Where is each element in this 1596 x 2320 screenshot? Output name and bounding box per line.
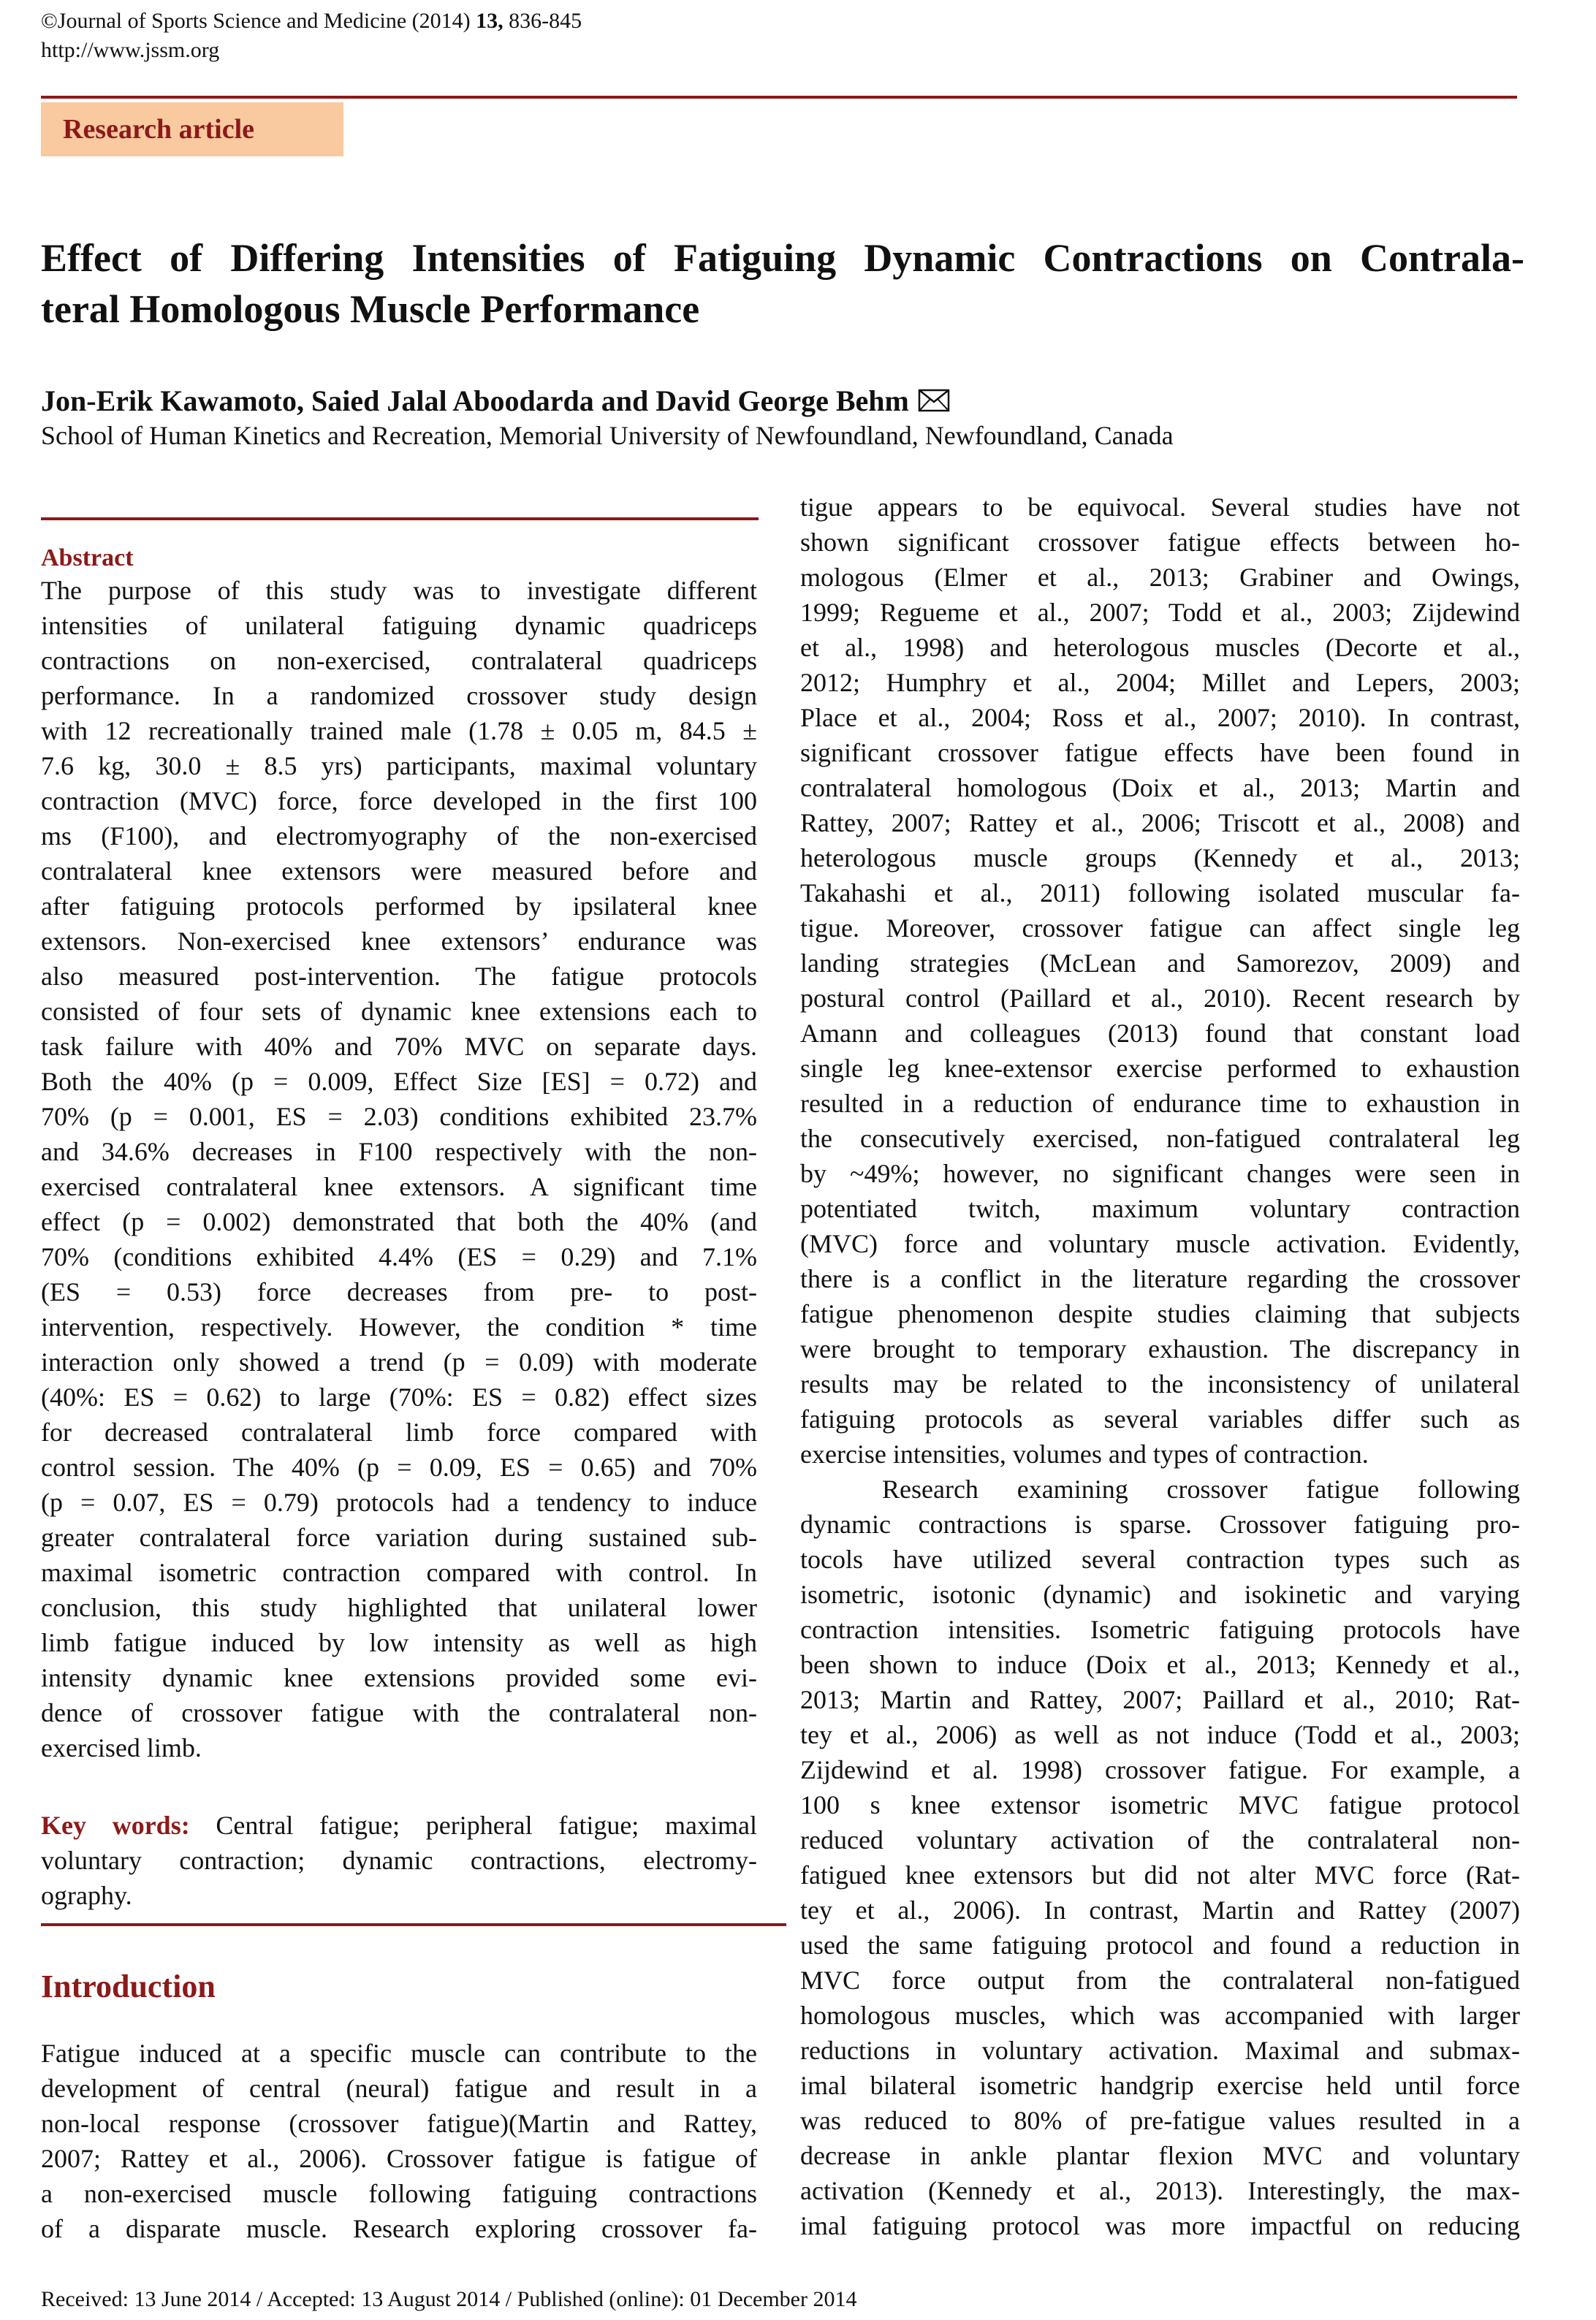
body-line: 2013; Martin and Rattey, 2007; Paillard et al., 2010; Rat-: [800, 1685, 1520, 1714]
author-names: Jon-Erik Kawamoto, Saied Jalal Aboodarda and David George Behm: [41, 384, 909, 417]
journal-volume: 13,: [476, 9, 503, 33]
abstract-line: performance. In a randomized crossover study design: [41, 681, 757, 710]
right-column-paragraph-2: [800, 1472, 1520, 2243]
body-line: exercise intensities, volumes and types of contraction.: [800, 1439, 1369, 1469]
journal-pages: 836-845: [503, 9, 582, 33]
abstract-line: ms (F100), and electromyography of the non-exercised: [41, 821, 757, 851]
body-line: postural control (Paillard et al., 2010). Recent research by: [800, 984, 1520, 1013]
body-line: activation (Kennedy et al., 2013). Interestingly, the max-: [800, 2176, 1520, 2205]
introduction-line: of a disparate muscle. Research exploring crossover fa-: [41, 2214, 757, 2243]
body-line: tigue appears to be equivocal. Several studies have not: [800, 492, 1520, 522]
abstract-line: after fatiguing protocols performed by ipsilateral knee: [41, 891, 757, 921]
body-line: Place et al., 2004; Ross et al., 2007; 2010). In contrast,: [800, 703, 1520, 732]
publication-dates: Received: 13 June 2014 / Accepted: 13 August 2014 / Published (online): 01 December 2014: [41, 2287, 857, 2311]
body-line: single leg knee-extensor exercise performed to exhaustion: [800, 1054, 1520, 1083]
keywords-line: voluntary contraction; dynamic contractions, electromy-: [41, 1846, 757, 1875]
abstract-line: contralateral knee extensors were measured before and: [41, 856, 757, 886]
body-line: shown significant crossover fatigue effects between ho-: [800, 528, 1520, 557]
body-line: been shown to induce (Doix et al., 2013; Kennedy et al.,: [800, 1650, 1520, 1679]
abstract-line: maximal isometric contraction compared with control. In: [41, 1558, 757, 1587]
body-line: mologous (Elmer et al., 2013; Grabiner and Owings,: [800, 563, 1520, 592]
body-line: Research examining crossover fatigue following: [882, 1475, 1520, 1504]
introduction-line: a non-exercised muscle following fatiguing contractions: [41, 2179, 757, 2208]
abstract-line: (p = 0.07, ES = 0.79) protocols had a tendency to induce: [41, 1488, 757, 1517]
keywords-line: [41, 1808, 757, 1843]
abstract-line: (40%: ES = 0.62) to large (70%: ES = 0.82) effect sizes: [41, 1383, 757, 1412]
body-line: dynamic contractions is sparse. Crossover fatiguing pro-: [800, 1510, 1520, 1539]
body-line: et al., 1998) and heterologous muscles (Decorte et al.,: [800, 633, 1520, 662]
body-line: Rattey, 2007; Rattey et al., 2006; Triscott et al., 2008) and: [800, 808, 1520, 837]
abstract-body: [41, 573, 757, 1765]
abstract-line: interaction only showed a trend (p = 0.09) with moderate: [41, 1347, 757, 1377]
abstract-line: conclusion, this study highlighted that unilateral lower: [41, 1593, 757, 1622]
body-line: Zijdewind et al. 1998) crossover fatigue. For example, a: [800, 1755, 1520, 1784]
abstract-line: also measured post-intervention. The fatigue protocols: [41, 962, 757, 991]
abstract-line: exercised limb.: [41, 1733, 202, 1762]
body-line: potentiated twitch, maximum voluntary contraction: [800, 1194, 1520, 1223]
abstract-line: intervention, respectively. However, the condition * time: [41, 1312, 757, 1342]
keywords-label: Key words:: [41, 1811, 190, 1840]
author-affiliation: School of Human Kinetics and Recreation, Memorial University of Newfoundland, Newfoundland, Canada: [41, 421, 1174, 450]
abstract-line: extensors. Non-exercised knee extensors’ endurance was: [41, 927, 757, 956]
author-list: [41, 381, 950, 421]
abstract-line: consisted of four sets of dynamic knee extensions each to: [41, 997, 757, 1026]
introduction-line: 2007; Rattey et al., 2006). Crossover fatigue is fatigue of: [41, 2144, 757, 2173]
abstract-top-divider: [41, 517, 759, 520]
keywords-text: Central fatigue; peripheral fatigue; maximal: [189, 1811, 757, 1840]
body-line: significant crossover fatigue effects have been found in: [800, 738, 1520, 767]
abstract-line: contractions on non-exercised, contralateral quadriceps: [41, 646, 757, 675]
body-line: imal fatiguing protocol was more impactful on reducing: [800, 2211, 1520, 2240]
journal-name: ©Journal of Sports Science and Medicine (2014): [41, 9, 476, 33]
body-line: there is a conflict in the literature regarding the crossover: [800, 1264, 1520, 1293]
abstract-line: task failure with 40% and 70% MVC on separate days.: [41, 1032, 757, 1061]
body-line: imal bilateral isometric handgrip exercise held until force: [800, 2071, 1520, 2100]
body-line: contraction intensities. Isometric fatiguing protocols have: [800, 1615, 1520, 1644]
body-line: were brought to temporary exhaustion. The discrepancy in: [800, 1334, 1520, 1364]
abstract-line: Both the 40% (p = 0.009, Effect Size [ES] = 0.72) and: [41, 1067, 757, 1096]
abstract-line: The purpose of this study was to investigate different: [41, 576, 757, 605]
abstract-heading: Abstract: [41, 544, 134, 571]
body-line: 2012; Humphry et al., 2004; Millet and Lepers, 2003;: [800, 668, 1520, 697]
keywords-block: [41, 1808, 757, 1913]
introduction-body: [41, 2036, 757, 2246]
introduction-line: non-local response (crossover fatigue)(Martin and Rattey,: [41, 2109, 757, 2138]
abstract-line: 70% (conditions exhibited 4.4% (ES = 0.29) and 7.1%: [41, 1242, 757, 1271]
body-line: tey et al., 2006). In contrast, Martin and Rattey (2007): [800, 1895, 1520, 1925]
abstract-line: (ES = 0.53) force decreases from pre- to post-: [41, 1277, 757, 1307]
body-line: tocols have utilized several contraction types such as: [800, 1545, 1520, 1574]
body-line: fatiguing protocols as several variables differ such as: [800, 1404, 1520, 1434]
body-line: Takahashi et al., 2011) following isolated muscular fa-: [800, 878, 1520, 908]
introduction-heading: Introduction: [41, 1969, 216, 2004]
abstract-line: 70% (p = 0.001, ES = 2.03) conditions exhibited 23.7%: [41, 1102, 757, 1131]
abstract-line: limb fatigue induced by low intensity as well as high: [41, 1628, 757, 1657]
article-title: [41, 232, 1524, 335]
body-line: reductions in voluntary activation. Maximal and submax-: [800, 2036, 1520, 2065]
body-line: 100 s knee extensor isometric MVC fatigue protocol: [800, 1790, 1520, 1819]
introduction-line: Fatigue induced at a specific muscle can contribute to the: [41, 2039, 757, 2068]
body-line: isometric, isotonic (dynamic) and isokinetic and varying: [800, 1580, 1520, 1609]
body-line: the consecutively exercised, non-fatigued contralateral leg: [800, 1124, 1520, 1153]
body-line: used the same fatiguing protocol and found a reduction in: [800, 1931, 1520, 1960]
body-line: was reduced to 80% of pre-fatigue values resulted in a: [800, 2106, 1520, 2135]
body-line: landing strategies (McLean and Samorezov, 2009) and: [800, 948, 1520, 978]
body-line: (MVC) force and voluntary muscle activation. Evidently,: [800, 1229, 1520, 1258]
abstract-bottom-divider: [41, 1923, 786, 1926]
envelope-icon[interactable]: [918, 389, 950, 412]
journal-citation: [41, 7, 582, 35]
body-line: reduced voluntary activation of the contralateral non-: [800, 1825, 1520, 1855]
title-line: Effect of Differing Intensities of Fatiguing Dynamic Contractions on Contrala-: [41, 236, 1524, 280]
journal-url[interactable]: http://www.jssm.org: [41, 38, 220, 62]
body-line: contralateral homologous (Doix et al., 2013; Martin and: [800, 773, 1520, 802]
article-type-label: Research article: [63, 114, 255, 145]
body-line: fatigue phenomenon despite studies claiming that subjects: [800, 1299, 1520, 1328]
body-line: by ~49%; however, no significant changes were seen in: [800, 1159, 1520, 1188]
body-line: decrease in ankle plantar flexion MVC and voluntary: [800, 2141, 1520, 2170]
body-line: fatigued knee extensors but did not alter MVC force (Rat-: [800, 1860, 1520, 1890]
abstract-line: contraction (MVC) force, force developed in the first 100: [41, 786, 757, 815]
body-line: heterologous muscle groups (Kennedy et al., 2013;: [800, 843, 1520, 872]
abstract-line: for decreased contralateral limb force compared with: [41, 1418, 757, 1447]
abstract-line: with 12 recreationally trained male (1.78 ± 0.05 m, 84.5 ±: [41, 716, 757, 745]
right-column-paragraph-1: [800, 490, 1520, 1472]
abstract-line: greater contralateral force variation during sustained sub-: [41, 1523, 757, 1552]
title-line: teral Homologous Muscle Performance: [41, 287, 700, 331]
body-line: homologous muscles, which was accompanied with larger: [800, 2001, 1520, 2030]
abstract-line: effect (p = 0.002) demonstrated that both the 40% (and: [41, 1207, 757, 1236]
introduction-line: development of central (neural) fatigue and result in a: [41, 2074, 757, 2103]
body-line: tey et al., 2006) as well as not induce (Todd et al., 2003;: [800, 1720, 1520, 1749]
body-line: results may be related to the inconsistency of unilateral: [800, 1369, 1520, 1399]
abstract-line: exercised contralateral knee extensors. A significant time: [41, 1172, 757, 1201]
body-line: 1999; Regueme et al., 2007; Todd et al., 2003; Zijdewind: [800, 598, 1520, 627]
abstract-line: dence of crossover fatigue with the contralateral non-: [41, 1698, 757, 1727]
keywords-line: ography.: [41, 1881, 132, 1910]
abstract-line: intensity dynamic knee extensions provided some evi-: [41, 1663, 757, 1692]
body-line: Amann and colleagues (2013) found that constant load: [800, 1019, 1520, 1048]
body-line: tigue. Moreover, crossover fatigue can affect single leg: [800, 913, 1520, 943]
header-divider: [41, 96, 1517, 99]
abstract-line: 7.6 kg, 30.0 ± 8.5 yrs) participants, maximal voluntary: [41, 751, 757, 780]
abstract-line: intensities of unilateral fatiguing dynamic quadriceps: [41, 611, 757, 640]
body-line: MVC force output from the contralateral non-fatigued: [800, 1966, 1520, 1995]
body-line: resulted in a reduction of endurance time to exhaustion in: [800, 1089, 1520, 1118]
abstract-line: control session. The 40% (p = 0.09, ES = 0.65) and 70%: [41, 1453, 757, 1482]
abstract-line: and 34.6% decreases in F100 respectively with the non-: [41, 1137, 757, 1166]
